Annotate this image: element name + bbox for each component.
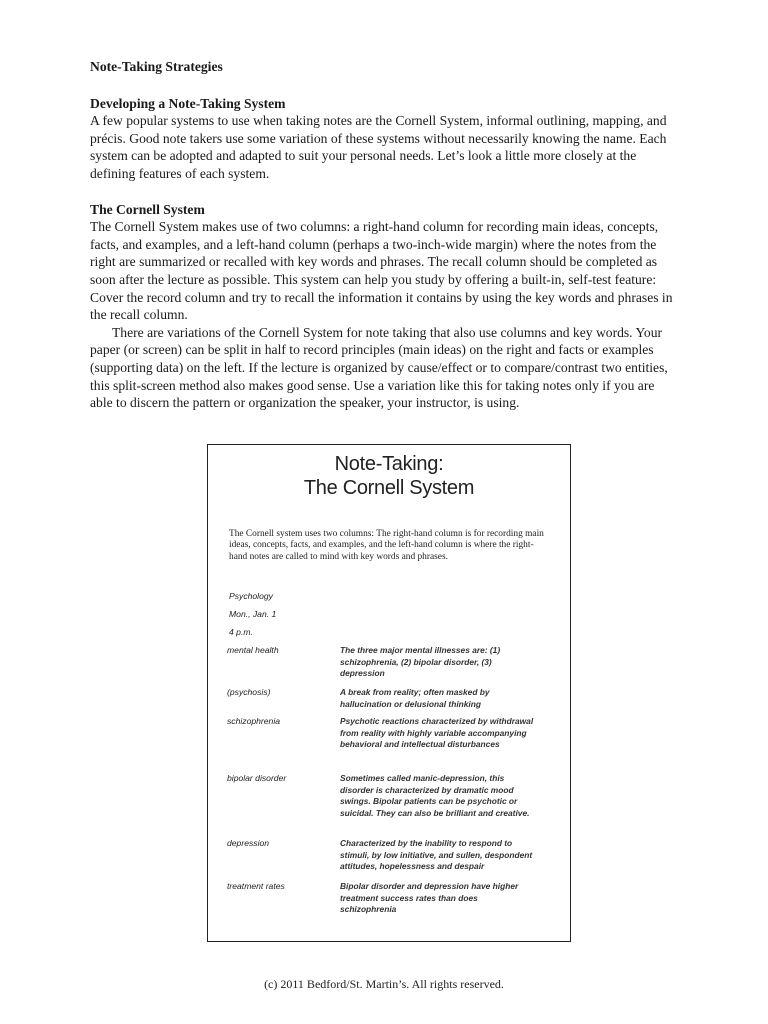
cue-text: schizophrenia: [227, 716, 281, 726]
section-heading-cornell: The Cornell System: [90, 201, 205, 217]
note-text: A break from reality; often masked by hallucination or delusional thinking: [340, 687, 490, 709]
figure-time: 4 p.m.: [229, 627, 253, 637]
note-text: Characterized by the inability to respond to stimuli, by low initiative, and sullen, despondent attitudes, hopelessness and despair: [340, 838, 533, 872]
note-text: Sometimes called manic-depression, this disorder is characterized by dramatic mood swings. Bipolar patients can be psychotic or suicidal. They can also be brilliant and creative.: [340, 773, 530, 819]
cornell-figure: [207, 444, 571, 942]
cue-text: bipolar disorder: [227, 773, 287, 783]
cue-text: (psychosis): [227, 687, 271, 697]
paragraph-cornell-2: There are variations of the Cornell System for note taking that also use columns and key words. Your paper (or screen) can be split in half to record principles (main ideas) on the right and facts or examples (supporting data) on the left. If the lecture is organized by cause/effect or to compare/contrast two entities, this split-screen method also makes good sense. Use a variation like this for taking notes only if you are able to discern the pattern or organization the speaker, your instructor, is using.: [90, 324, 668, 411]
figure-title-line1: Note-Taking:: [334, 453, 444, 475]
cue-text: depression: [227, 838, 270, 848]
figure-subject: Psychology: [229, 591, 273, 601]
section-heading-developing: Developing a Note-Taking System: [90, 95, 286, 111]
note-text: Bipolar disorder and depression have higher treatment success rates than does schizophrenia: [340, 881, 519, 915]
document-body: [90, 58, 680, 412]
note-text: Psychotic reactions characterized by withdrawal from reality with highly variable accompanying behavioral and intellectual disturbances: [340, 716, 534, 750]
note-text: The three major mental illnesses are: (1) schizophrenia, (2) bipolar disorder, (3) depression: [340, 645, 501, 679]
copyright-footer: (c) 2011 Bedford/St. Martin’s. All rights reserved.: [264, 977, 504, 991]
document-title: Note-Taking Strategies: [90, 59, 223, 74]
cue-text: treatment rates: [227, 881, 285, 891]
cue-text: mental health: [227, 645, 279, 655]
figure-title-line2: The Cornell System: [303, 477, 475, 499]
figure-intro: The Cornell system uses two columns: The right-hand column is for recording main ideas, concepts, facts, and examples, and the left-hand column is where the right-hand notes are called to mind with key words and phrases.: [229, 529, 544, 562]
figure-date: Mon., Jan. 1: [229, 609, 277, 619]
paragraph-cornell-1: The Cornell System makes use of two columns: a right-hand column for recording main ideas, concepts, facts, and examples, and a left-hand column (perhaps a two-inch-wide margin) where the notes from the right are summarized or recalled with key words and phrases. The recall column should be completed as soon after the lecture as possible. This system can help you study by offering a built-in, self-test feature: Cover the record column and try to recall the information it contains by using the key words and phrases in the recall column.: [90, 219, 673, 323]
paragraph-developing: A few popular systems to use when taking notes are the Cornell System, informal outlining, mapping, and précis. Good note takers use some variation of these systems without necessarily knowing the name. Each system can be adopted and adapted to suit your personal needs. Let’s look a little more closely at the defining features of each system.: [90, 113, 667, 181]
